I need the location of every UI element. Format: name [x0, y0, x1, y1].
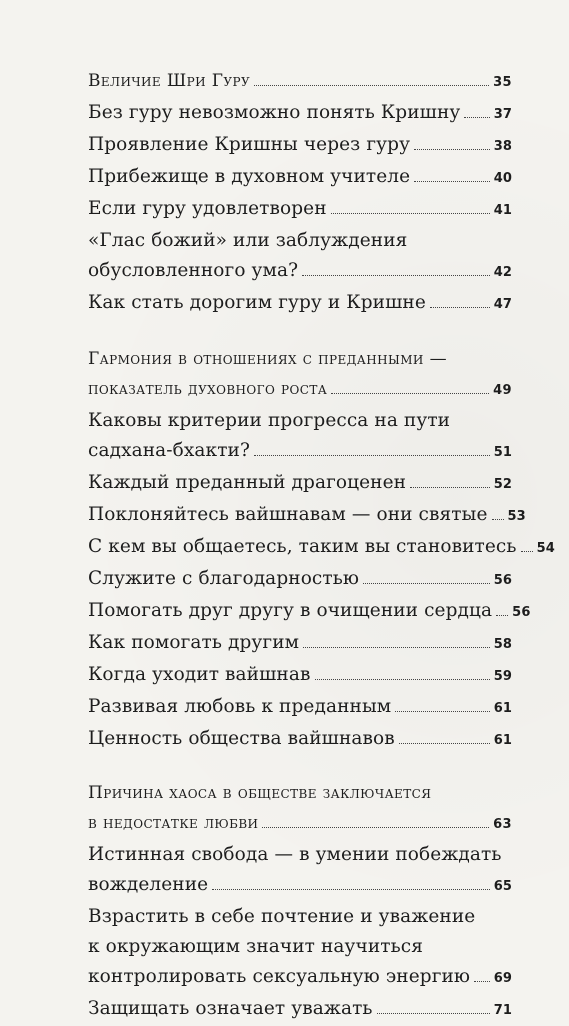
- toc-entry: [88, 692, 512, 724]
- dot-leader: [303, 647, 490, 648]
- toc-page-number: 69: [493, 971, 512, 986]
- dot-leader: [262, 827, 489, 828]
- toc-entry: [88, 840, 512, 902]
- toc-page-number: 47: [493, 297, 512, 312]
- dot-leader: [410, 487, 490, 488]
- dot-leader: [254, 455, 490, 456]
- toc-page-number: 40: [493, 171, 512, 186]
- toc-page-number: 59: [493, 669, 512, 684]
- dot-leader: [212, 889, 489, 890]
- toc-entry-title: Поклоняйтесь вайшнавам — они святые: [88, 504, 488, 525]
- toc-entry-title: в недостатке любви: [88, 813, 259, 833]
- toc-page-number: 56: [512, 605, 531, 620]
- dot-leader: [399, 743, 490, 744]
- dot-leader: [414, 181, 490, 182]
- toc-entry: [88, 500, 526, 532]
- dot-leader: [395, 711, 489, 712]
- toc-entry-title: Прибежище в духовном учителе: [88, 166, 411, 187]
- toc-page-number: 35: [493, 75, 512, 90]
- toc-entry: [88, 660, 512, 692]
- toc-page-number: 51: [493, 445, 512, 460]
- toc-entry: [88, 288, 512, 320]
- toc-entry: [88, 162, 512, 194]
- toc-entry-title-line: Причина хаоса в обществе заключается: [88, 783, 432, 803]
- toc-entry: [88, 724, 512, 756]
- toc-entry-title: Без гуру невозможно понять Кришну: [88, 102, 461, 123]
- toc-entry-title: Каждый преданный драгоценен: [88, 472, 407, 493]
- toc-page-number: 65: [493, 879, 512, 894]
- toc-entry: [88, 406, 512, 468]
- toc-entry-title: обусловленного ума?: [88, 260, 299, 281]
- dot-leader: [302, 275, 490, 276]
- toc-entry-title: Величие Шри Гуру: [88, 71, 251, 91]
- toc-page-number: 61: [493, 701, 512, 716]
- toc-entry-title: Когда уходит вайшнав: [88, 664, 311, 685]
- toc-entry-title: Защищать означает уважать: [88, 998, 373, 1019]
- toc-entry: [88, 994, 512, 1026]
- toc-page-number: 52: [493, 477, 512, 492]
- toc-entry-title-line: к окружающим значит научиться: [88, 936, 423, 957]
- table-of-contents: [88, 66, 555, 1026]
- toc-entry: [88, 468, 512, 500]
- dot-leader: [331, 213, 490, 214]
- toc-entry-title: Как стать дорогим гуру и Кришне: [88, 292, 426, 313]
- toc-entry-title: Как помогать другим: [88, 632, 300, 653]
- dot-leader: [414, 149, 490, 150]
- dot-leader: [464, 117, 489, 118]
- toc-page-number: 49: [493, 383, 512, 398]
- toc-entry-title: садхана-бхакти?: [88, 440, 251, 461]
- toc-page-number: 37: [493, 107, 512, 122]
- toc-entry-title-line: Истинная свобода — в умении побеждать: [88, 844, 502, 865]
- toc-entry: [88, 98, 512, 130]
- toc-entry-title: С кем вы общаетесь, таким вы становитесь: [88, 536, 517, 557]
- toc-entry: [88, 194, 512, 226]
- toc-entry-title-line: Каковы критерии прогресса на пути: [88, 410, 451, 431]
- toc-page-number: 53: [507, 509, 526, 524]
- dot-leader: [521, 551, 533, 552]
- dot-leader: [363, 583, 490, 584]
- toc-page-number: 41: [493, 203, 512, 218]
- toc-entry-title: показатель духовного роста: [88, 379, 328, 399]
- toc-page-number: 63: [493, 817, 512, 832]
- toc-entry: [88, 902, 512, 994]
- toc-entry-title-line: Гармония в отношениях с преданными —: [88, 349, 447, 369]
- dot-leader: [496, 615, 508, 616]
- toc-entry-title: Проявление Кришны через гуру: [88, 134, 411, 155]
- toc-entry: [88, 596, 531, 628]
- toc-entry-title: Развивая любовь к преданным: [88, 696, 392, 717]
- toc-entry-title-line: Взрастить в себе почтение и уважение: [88, 906, 476, 927]
- toc-page-number: 61: [493, 733, 512, 748]
- toc-entry-title: вожделение: [88, 874, 209, 895]
- dot-leader: [315, 679, 490, 680]
- toc-entry-title: Если гуру удовлетворен: [88, 198, 327, 219]
- toc-section-heading: [88, 778, 512, 840]
- toc-entry: [88, 226, 512, 288]
- toc-page-number: 71: [493, 1003, 512, 1018]
- section-spacer: [88, 320, 512, 344]
- toc-section-heading: [88, 344, 512, 406]
- toc-page-number: 58: [493, 637, 512, 652]
- toc-entry: [88, 130, 512, 162]
- toc-entry: [88, 628, 512, 660]
- toc-entry-title: Помогать друг другу в очищении сердца: [88, 600, 493, 621]
- toc-entry: [88, 564, 512, 596]
- toc-page-number: 54: [536, 541, 555, 556]
- dot-leader: [377, 1013, 490, 1014]
- dot-leader: [254, 85, 489, 86]
- dot-leader: [331, 393, 489, 394]
- toc-page-number: 56: [493, 573, 512, 588]
- dot-leader: [492, 519, 504, 520]
- section-spacer: [88, 756, 512, 778]
- toc-entry-title: Служите с благодарностью: [88, 568, 360, 589]
- toc-entry-title: контролировать сексуальную энергию: [88, 966, 471, 987]
- toc-section-heading: [88, 66, 512, 98]
- toc-page-number: 38: [493, 139, 512, 154]
- toc-entry-title-line: «Глас божий» или заблуждения: [88, 230, 408, 251]
- dot-leader: [430, 307, 490, 308]
- toc-entry: [88, 532, 555, 564]
- dot-leader: [474, 981, 490, 982]
- toc-page-number: 42: [493, 265, 512, 280]
- toc-entry-title: Ценность общества вайшнавов: [88, 728, 395, 749]
